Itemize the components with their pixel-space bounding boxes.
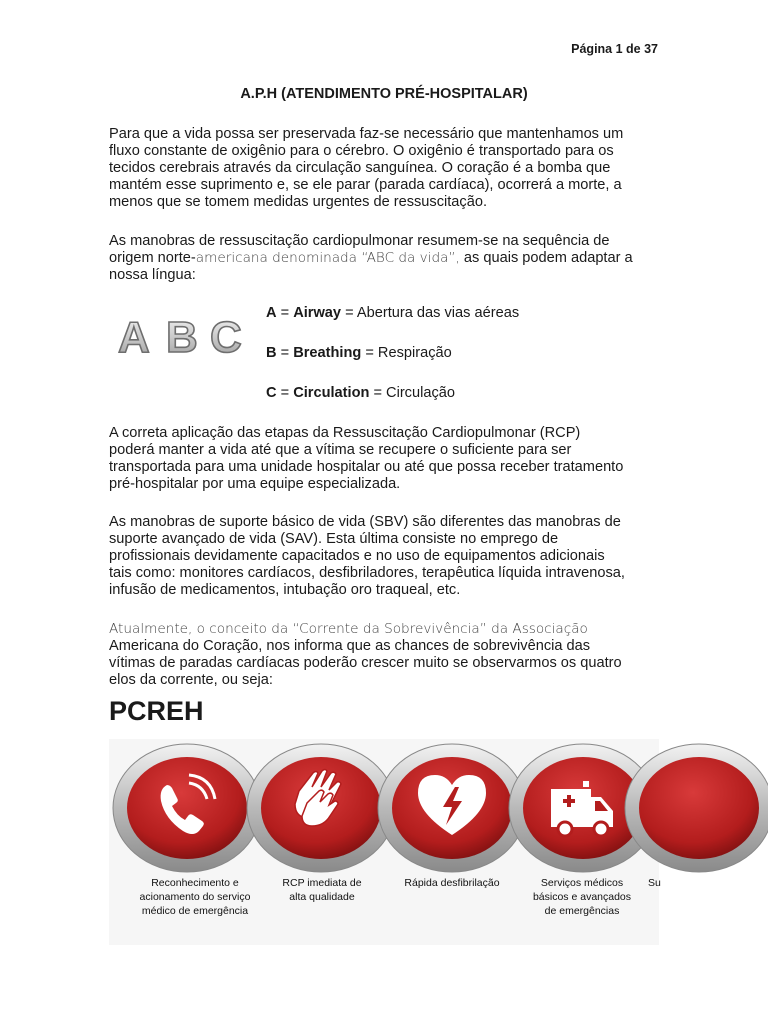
abc-eq: = (276, 385, 294, 401)
text-line: transportada para uma unidade hospitalar ou até que possa receber tratamento (109, 459, 624, 475)
text-line: tais como: monitores cardíacos, desfibriladores, terapêutica líquida intravenosa, (109, 565, 625, 581)
text-line: infusão de medicamentos, intubação oro traqueal, etc. (109, 582, 461, 598)
text-line: menos que se tomem medidas urgentes de ressuscitação. (109, 194, 488, 210)
abc-term: Circulation (293, 385, 370, 401)
abc-item-circulation (266, 385, 455, 401)
abc-letter: A (266, 305, 277, 321)
abc-meaning: = Abertura das vias aéreas (341, 305, 520, 321)
label-line: acionamento do serviço (139, 891, 251, 903)
text-line: poderá manter a vida até que a vítima se recupere o suficiente para ser (109, 442, 572, 458)
text-line: pré-hospitalar por uma equipe especializada. (109, 476, 401, 492)
label-line: Reconhecimento e (151, 877, 239, 889)
text-fragment-thin: americana denominada “ABC da vida”, (195, 250, 460, 266)
abc-logo (116, 314, 248, 363)
text-line: nossa língua: (109, 267, 196, 283)
paragraph-chain-intro (109, 621, 669, 689)
abc-logo-letter: A (118, 313, 150, 362)
text-fragment: as quais podem adaptar a (459, 250, 633, 266)
label-line: RCP imediata de (282, 877, 362, 889)
abc-meaning: = Respiração (361, 345, 452, 361)
label-line: médico de emergência (141, 905, 249, 917)
page-number: Página 1 de 37 (571, 42, 658, 56)
chain-label-3 (392, 876, 512, 890)
paragraph-rcp (109, 425, 669, 493)
chain-label-4 (522, 876, 642, 918)
abc-letter: B (266, 345, 277, 361)
pcreh-heading: PCREH (109, 696, 204, 726)
abc-term: Breathing (293, 345, 362, 361)
label-line: Rápida desfibrilação (404, 877, 500, 889)
text-line: Americana do Coração, nos informa que as chances de sobrevivência das (109, 638, 591, 654)
label-line: de emergências (544, 905, 620, 917)
abc-item-airway (266, 305, 519, 321)
text-line: elos da corrente, ou seja: (109, 672, 273, 688)
abc-eq: = (276, 305, 294, 321)
text-line: suporte avançado de vida (SAV). Esta última consiste no emprego de (109, 531, 559, 547)
text-line: As manobras de suporte básico de vida (SBV) são diferentes das manobras de (109, 514, 621, 530)
text-line: As manobras de ressuscitação cardiopulmonar resumem-se na sequência de (109, 233, 610, 249)
chain-link-3 (378, 744, 526, 872)
label-line: Serviços médicos (540, 877, 624, 889)
text-fragment: origem norte- (109, 250, 196, 266)
text-line: vítimas de paradas cardíacas poderão crescer muito se observarmos os quatro (109, 655, 622, 671)
text-line: Para que a vida possa ser preservada faz-se necessário que mantenhamos um (109, 126, 624, 142)
chain-label-5-partial (648, 876, 659, 890)
paragraph-sbv-sav (109, 514, 669, 599)
paragraph-abc-intro (109, 233, 669, 284)
text-line: tecidos cerebrais através da circulação sanguínea. O coração é a bomba que (109, 160, 611, 176)
chain-link-2 (247, 744, 395, 872)
text-line-thin: Atualmente, o conceito da “Corrente da Sobrevivência” da Associação (109, 621, 588, 637)
chain-label-2 (262, 876, 382, 904)
text-line: profissionais devidamente capacitados e no uso de equipamentos adicionais (109, 548, 605, 564)
label-line: Su (648, 877, 661, 889)
abc-term: Airway (293, 305, 342, 321)
text-line: fluxo constante de oxigênio para o cérebro. O oxigênio é transportado para os (109, 143, 614, 159)
document-title: A.P.H (ATENDIMENTO PRÉ-HOSPITALAR) (240, 86, 528, 102)
abc-eq: = (276, 345, 294, 361)
label-line: básicos e avançados (532, 891, 632, 903)
chain-label-1 (130, 876, 260, 918)
abc-item-breathing (266, 345, 452, 361)
abc-logo-letter: C (210, 313, 242, 362)
abc-logo-letter: B (166, 313, 198, 362)
text-line: mantém esse suprimento e, se ele parar (parada cardíaca), ocorrerá a morte, a (109, 177, 622, 193)
chain-link-1 (113, 744, 261, 872)
paragraph-oxygen (109, 126, 669, 211)
label-line: alta qualidade (289, 891, 355, 903)
text-line: A correta aplicação das etapas da Ressuscitação Cardiopulmonar (RCP) (109, 425, 581, 441)
abc-meaning: = Circulação (369, 385, 455, 401)
abc-letter: C (266, 385, 277, 401)
chain-link-5-partial (625, 744, 768, 872)
text-line (109, 250, 669, 267)
